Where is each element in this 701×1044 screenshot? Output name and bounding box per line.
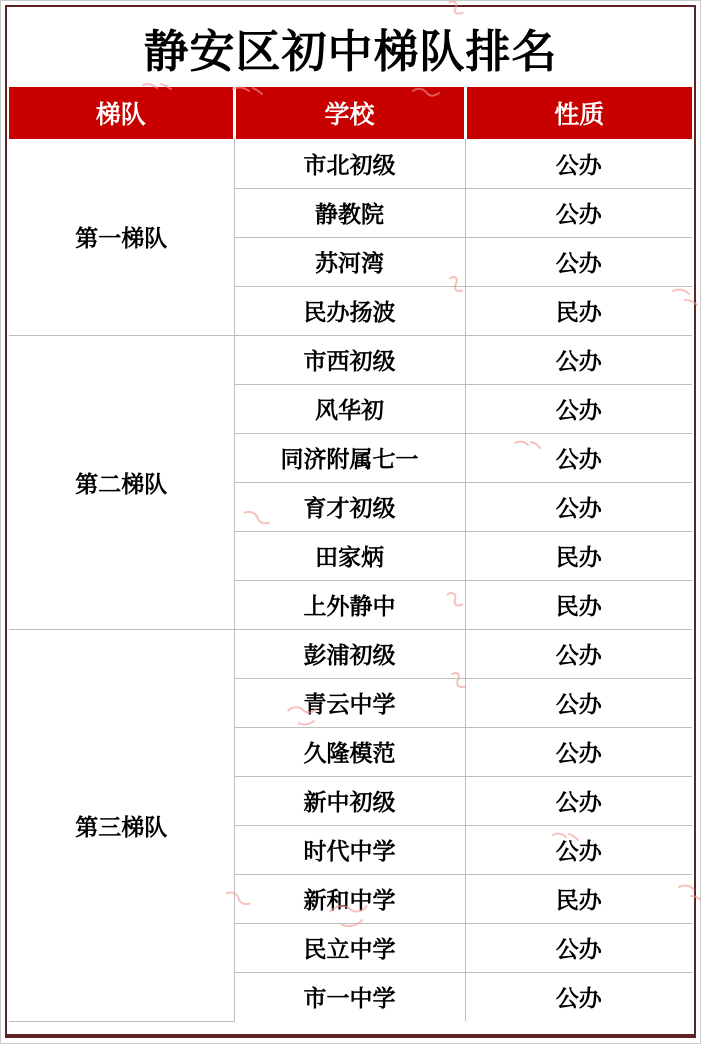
school-type-cell: 公办 [465,629,692,678]
school-name-cell: 苏河湾 [234,237,465,286]
tier-cell: 第三梯队 [9,629,234,1021]
school-name-cell: 上外静中 [234,580,465,629]
school-name-cell: 青云中学 [234,678,465,727]
page-title: 静安区初中梯队排名 [143,25,558,77]
tier-cell: 第一梯队 [9,139,234,335]
school-name-cell: 育才初级 [234,482,465,531]
school-type-cell: 公办 [465,482,692,531]
school-name-cell: 民办扬波 [234,286,465,335]
table-header [9,87,692,139]
school-name-cell: 久隆模范 [234,727,465,776]
table-row [9,335,692,384]
school-type-cell: 公办 [465,825,692,874]
school-type-cell: 公办 [465,139,692,188]
school-name-cell: 市北初级 [234,139,465,188]
column-header-tier: 梯队 [9,87,234,139]
school-name-cell: 彭浦初级 [234,629,465,678]
school-name-cell: 市一中学 [234,972,465,1021]
tier-cell: 第二梯队 [9,335,234,629]
school-name-cell: 风华初 [234,384,465,433]
school-type-cell: 公办 [465,335,692,384]
outer-frame [5,5,696,1038]
school-type-cell: 公办 [465,776,692,825]
school-type-cell: 公办 [465,727,692,776]
column-header-school: 学校 [234,87,465,139]
table-body [9,139,692,1021]
school-name-cell: 时代中学 [234,825,465,874]
school-type-cell: 公办 [465,678,692,727]
table-row [9,139,692,188]
school-type-cell: 民办 [465,531,692,580]
school-type-cell: 民办 [465,580,692,629]
school-type-cell: 公办 [465,923,692,972]
school-type-cell: 公办 [465,433,692,482]
school-name-cell: 田家炳 [234,531,465,580]
school-name-cell: 新和中学 [234,874,465,923]
school-type-cell: 公办 [465,972,692,1021]
school-name-cell: 静教院 [234,188,465,237]
column-header-type: 性质 [465,87,692,139]
school-type-cell: 公办 [465,188,692,237]
school-type-cell: 民办 [465,874,692,923]
school-name-cell: 同济附属七一 [234,433,465,482]
school-type-cell: 公办 [465,384,692,433]
school-name-cell: 市西初级 [234,335,465,384]
ranking-table [9,87,692,1022]
school-type-cell: 公办 [465,237,692,286]
table-row [9,629,692,678]
school-type-cell: 民办 [465,286,692,335]
school-name-cell: 民立中学 [234,923,465,972]
school-name-cell: 新中初级 [234,776,465,825]
